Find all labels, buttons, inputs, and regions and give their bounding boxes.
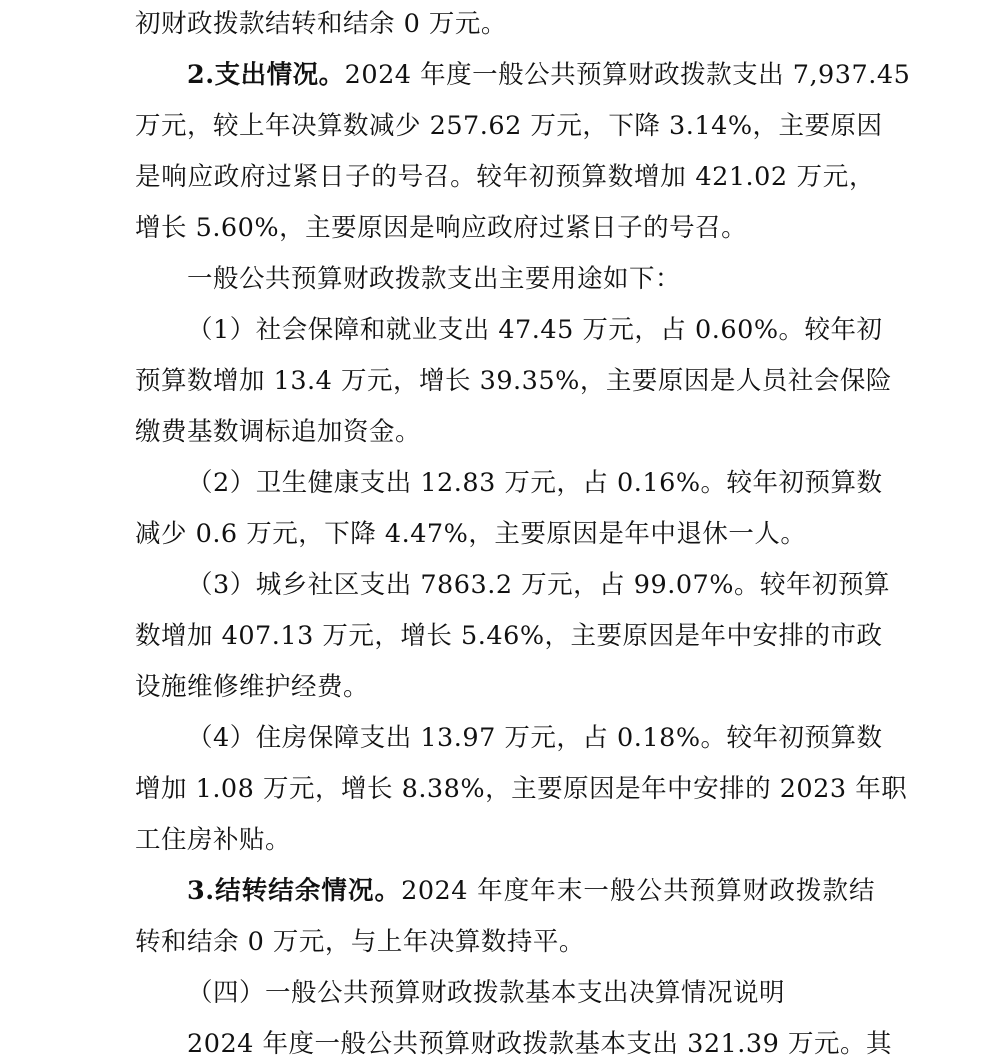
list-item-line xyxy=(187,463,883,503)
text-line xyxy=(135,769,908,809)
text-line xyxy=(135,820,291,860)
line-text: （2）卫生健康支出 12.83 万元，占 0.16%。较年初预算数 xyxy=(187,468,883,498)
text-line xyxy=(135,4,507,44)
section-heading: 2.支出情况。 xyxy=(187,60,345,90)
section-heading-line xyxy=(187,55,911,95)
line-text: 2024 年度年末一般公共预算财政拨款结 xyxy=(401,876,875,906)
line-text: 工住房补贴。 xyxy=(135,825,292,855)
line-text: （3）城乡社区支出 7863.2 万元，占 99.07%。较年初预算 xyxy=(187,570,890,600)
line-text: 一般公共预算财政拨款支出主要用途如下： xyxy=(187,264,682,294)
text-line xyxy=(135,412,421,452)
text-line xyxy=(135,361,892,401)
list-item-line xyxy=(187,718,883,758)
text-line xyxy=(135,157,875,197)
line-text: 预算数增加 13.4 万元，增长 39.35%，主要原因是人员社会保险 xyxy=(135,366,892,396)
line-text: （四）一般公共预算财政拨款基本支出决算情况说明 xyxy=(187,978,786,1008)
line-text: 增长 5.60%，主要原因是响应政府过紧日子的号召。 xyxy=(135,213,748,243)
line-text: （4）住房保障支出 13.97 万元，占 0.18%。较年初预算数 xyxy=(187,723,883,753)
line-text: 数增加 407.13 万元，增长 5.46%，主要原因是年中安排的市政 xyxy=(135,621,883,651)
text-line xyxy=(187,1024,892,1064)
line-text: 是响应政府过紧日子的号召。较年初预算数增加 421.02 万元， xyxy=(135,162,875,192)
list-item-line xyxy=(187,565,890,605)
line-text: 减少 0.6 万元，下降 4.47%，主要原因是年中退休一人。 xyxy=(135,519,807,549)
line-text: （1）社会保障和就业支出 47.45 万元，占 0.60%。较年初 xyxy=(187,315,883,345)
text-line xyxy=(187,259,681,299)
line-text: 2024 年度一般公共预算财政拨款基本支出 321.39 万元。其 xyxy=(187,1029,892,1059)
line-text: 初财政拨款结转和结余 0 万元。 xyxy=(135,9,507,39)
line-text: 设施维修维护经费。 xyxy=(135,672,370,702)
section-heading: 3.结转结余情况。 xyxy=(187,876,402,906)
list-item-line xyxy=(187,310,883,350)
text-line xyxy=(135,667,369,707)
text-line xyxy=(135,208,747,248)
text-line xyxy=(135,106,883,146)
line-text: 2024 年度一般公共预算财政拨款支出 7,937.45 xyxy=(344,60,911,90)
section-heading-line xyxy=(187,871,875,911)
text-line xyxy=(135,922,585,962)
line-text: 增加 1.08 万元，增长 8.38%，主要原因是年中安排的 2023 年职 xyxy=(135,774,908,804)
line-text: 缴费基数调标追加资金。 xyxy=(135,417,422,447)
subsection-heading xyxy=(187,973,785,1013)
line-text: 万元，较上年决算数减少 257.62 万元，下降 3.14%，主要原因 xyxy=(135,111,883,141)
text-line xyxy=(135,616,883,656)
line-text: 转和结余 0 万元，与上年决算数持平。 xyxy=(135,927,585,957)
text-line xyxy=(135,514,806,554)
